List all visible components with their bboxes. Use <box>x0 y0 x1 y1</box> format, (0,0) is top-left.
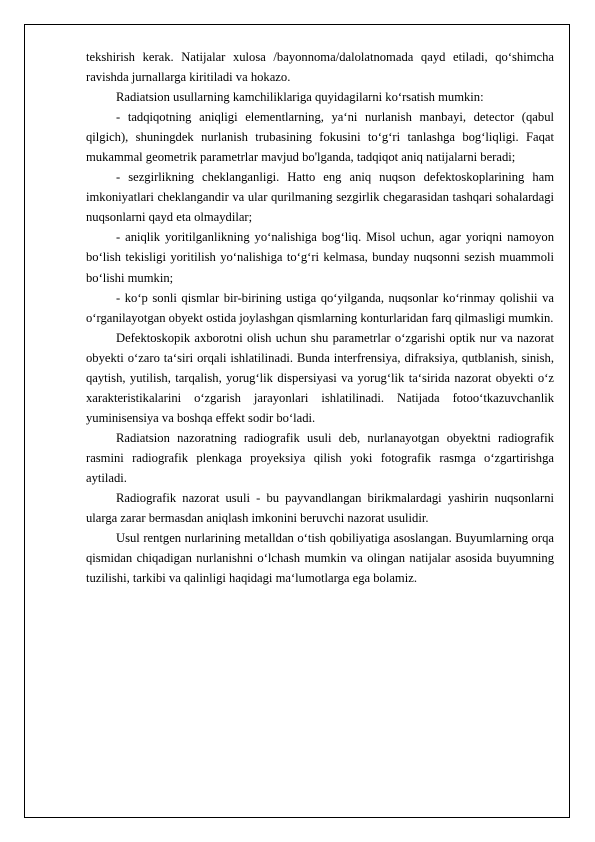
paragraph-list-item-overlap: - ko‘p sonli qismlar bir-birining ustiga qo‘yilganda, nuqsonlar ko‘rinmay qolishii va o‘rganilayotgan obyekt ostida joylashgan qismlarning konturlaridan farq qilmasligi mumkin. <box>86 290 554 325</box>
paragraph-list-item-illumination: - aniqlik yoritilganlikning yo‘nalishiga bog‘liq. Misol uchun, agar yoriqni namoyon bo‘lish tekisligi yoritilish yo‘nalishiga to‘g‘ri kelmasa, bunday nuqsonni sezish muammoli bo‘lishi mumkin; <box>86 230 554 285</box>
paragraph-list-item-accuracy: - tadqiqotning aniqligi elementlarning, ya‘ni nurlanish manbayi, detector (qabul qilgich), shuningdek nurlanish trubasining fokusini to‘g‘ri tanlashga bog‘liqligi. Faqat mukammal geometrik parametrlar mavjud bo'lganda, tadqiqot aniq natijalarni beradi; <box>86 110 554 165</box>
paragraph-radiographic-definition: Radiatsion nazoratning radiografik usuli deb, nurlanayotgan obyektni radiografik rasmini radiografik plenkaga proyeksiya qilish yoki fotografik rasmga o‘zgartirishga aytiladi. <box>86 430 554 485</box>
paragraph-xray-basis: Usul rentgen nurlarining metalldan o‘tish qobiliyatiga asoslangan. Buyumlarning orqa qismidan chiqadigan nurlanishni o‘lchash mumkin va olingan natijalar asosida buyumning tuzilishi, tarkibi va qalinligi haqidagi ma‘lumotlarga ega bolamiz. <box>86 531 554 586</box>
document-body <box>86 47 554 588</box>
paragraph-continuation: tekshirish kerak. Natijalar xulosa /bayonnoma/dalolatnomada qayd etiladi, qo‘shimcha ravishda jurnallarga kiritiladi va hokazo. <box>86 50 554 85</box>
paragraph-shortcomings-intro: Radiatsion usullarning kamchiliklariga quyidagilarni ko‘rsatish mumkin: <box>116 90 484 105</box>
paragraph-defectoscopic-info: Defektoskopik axborotni olish uchun shu parametrlar o‘zgarishi optik nur va nazorat obyekti o‘zaro ta‘siri orqali ishlatilinadi. Bunda interfrensiya, difraksiya, qutblanish, sinish, qaytish, yutilish, tarqalish, yorug‘lik dispersiyasi va yorug‘lik ta‘sirida nazorat obyekti o‘z xarakteristikalarini o‘zgarish jarayonlari ishlatilinadi. Natijada fotoo‘tkazuvchanlik yuminisensiya va boshqa effekt sodir bo‘ladi. <box>86 330 554 425</box>
paragraph-radiographic-method: Radiografik nazorat usuli - bu payvandlangan birikmalardagi yashirin nuqsonlarni ularga zarar bermasdan aniqlash imkonini beruvchi nazorat usulidir. <box>86 491 554 526</box>
paragraph-list-item-sensitivity: - sezgirlikning cheklanganligi. Hatto eng aniq nuqson defektoskoplarining ham imkoniyatlari cheklangandir va ular qurilmaning sezgirlik chegarasidan tashqari sohalardagi nuqsonlarni qayd eta olmaydilar; <box>86 170 554 225</box>
